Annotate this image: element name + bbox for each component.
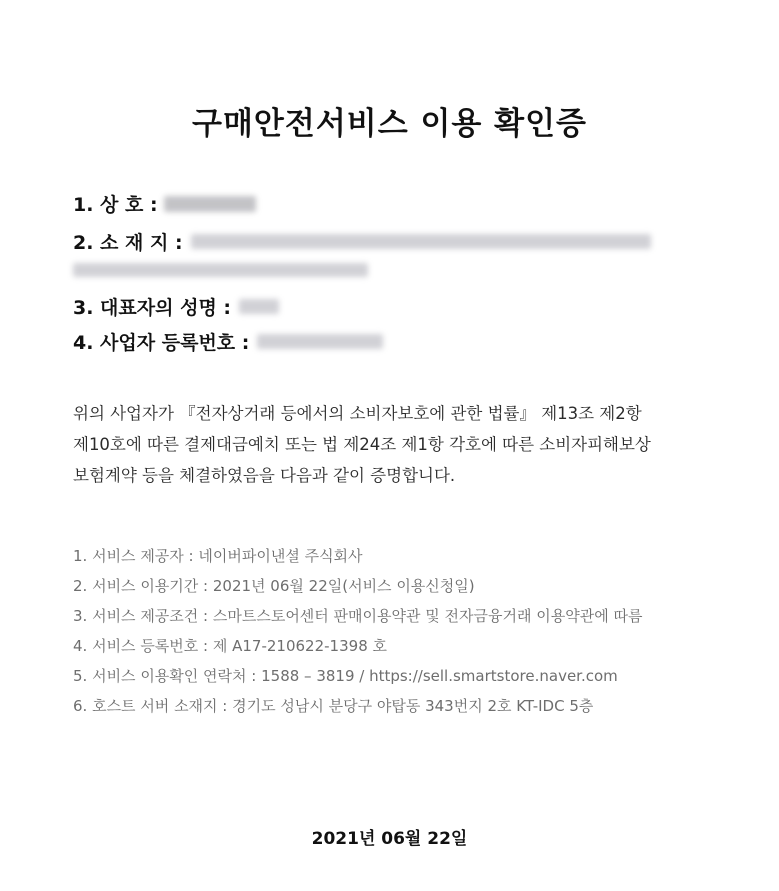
paragraph-line: 보험계약 등을 체결하였음을 다음과 같이 증명합니다. [73,466,456,485]
paragraph-line: 위의 사업자가 『전자상거래 등에서의 소비자보호에 관한 법률』 제13조 제2항 [73,404,642,423]
redacted-address-line2 [73,262,368,281]
field-label: 3. 대표자의 성명 : [73,297,232,319]
field-address [73,228,651,255]
field-label: 2. 소 재 지 : [73,232,183,254]
service-item-host-server: 6. 호스트 서버 소재지 : 경기도 성남시 분당구 야탑동 343번지 2호 KT-IDC 5층 [73,697,594,715]
field-representative [73,293,279,320]
field-registration-number [73,328,383,355]
service-item-contact: 5. 서비스 이용확인 연락처 : 1588 – 3819 / https://sell.smartstore.naver.com [73,667,618,685]
service-item-period: 2. 서비스 이용기간 : 2021년 06월 22일(서비스 이용신청일) [73,577,475,595]
redacted-value [164,196,256,212]
certification-paragraph [73,398,713,491]
field-label: 1. 상 호 : [73,194,158,216]
document-title: 구매안전서비스 이용 확인증 [192,106,587,142]
issue-date: 2021년 06월 22일 [311,829,468,849]
redacted-value [239,299,279,314]
field-label: 4. 사업자 등록번호 : [73,332,250,354]
redacted-value [257,334,383,349]
service-item-registration: 4. 서비스 등록번호 : 제 A17-210622-1398 호 [73,637,387,655]
service-item-provider: 1. 서비스 제공자 : 네이버파이낸셜 주식회사 [73,547,363,565]
service-item-conditions: 3. 서비스 제공조건 : 스마트스토어센터 판매이용약관 및 전자금융거래 이용약관에 따름 [73,607,643,625]
redacted-value [191,234,651,249]
field-business-name [73,190,256,217]
paragraph-line: 제10호에 따른 결제대금예치 또는 법 제24조 제1항 각호에 따른 소비자피해보상 [73,435,651,454]
redacted-value [73,263,368,277]
